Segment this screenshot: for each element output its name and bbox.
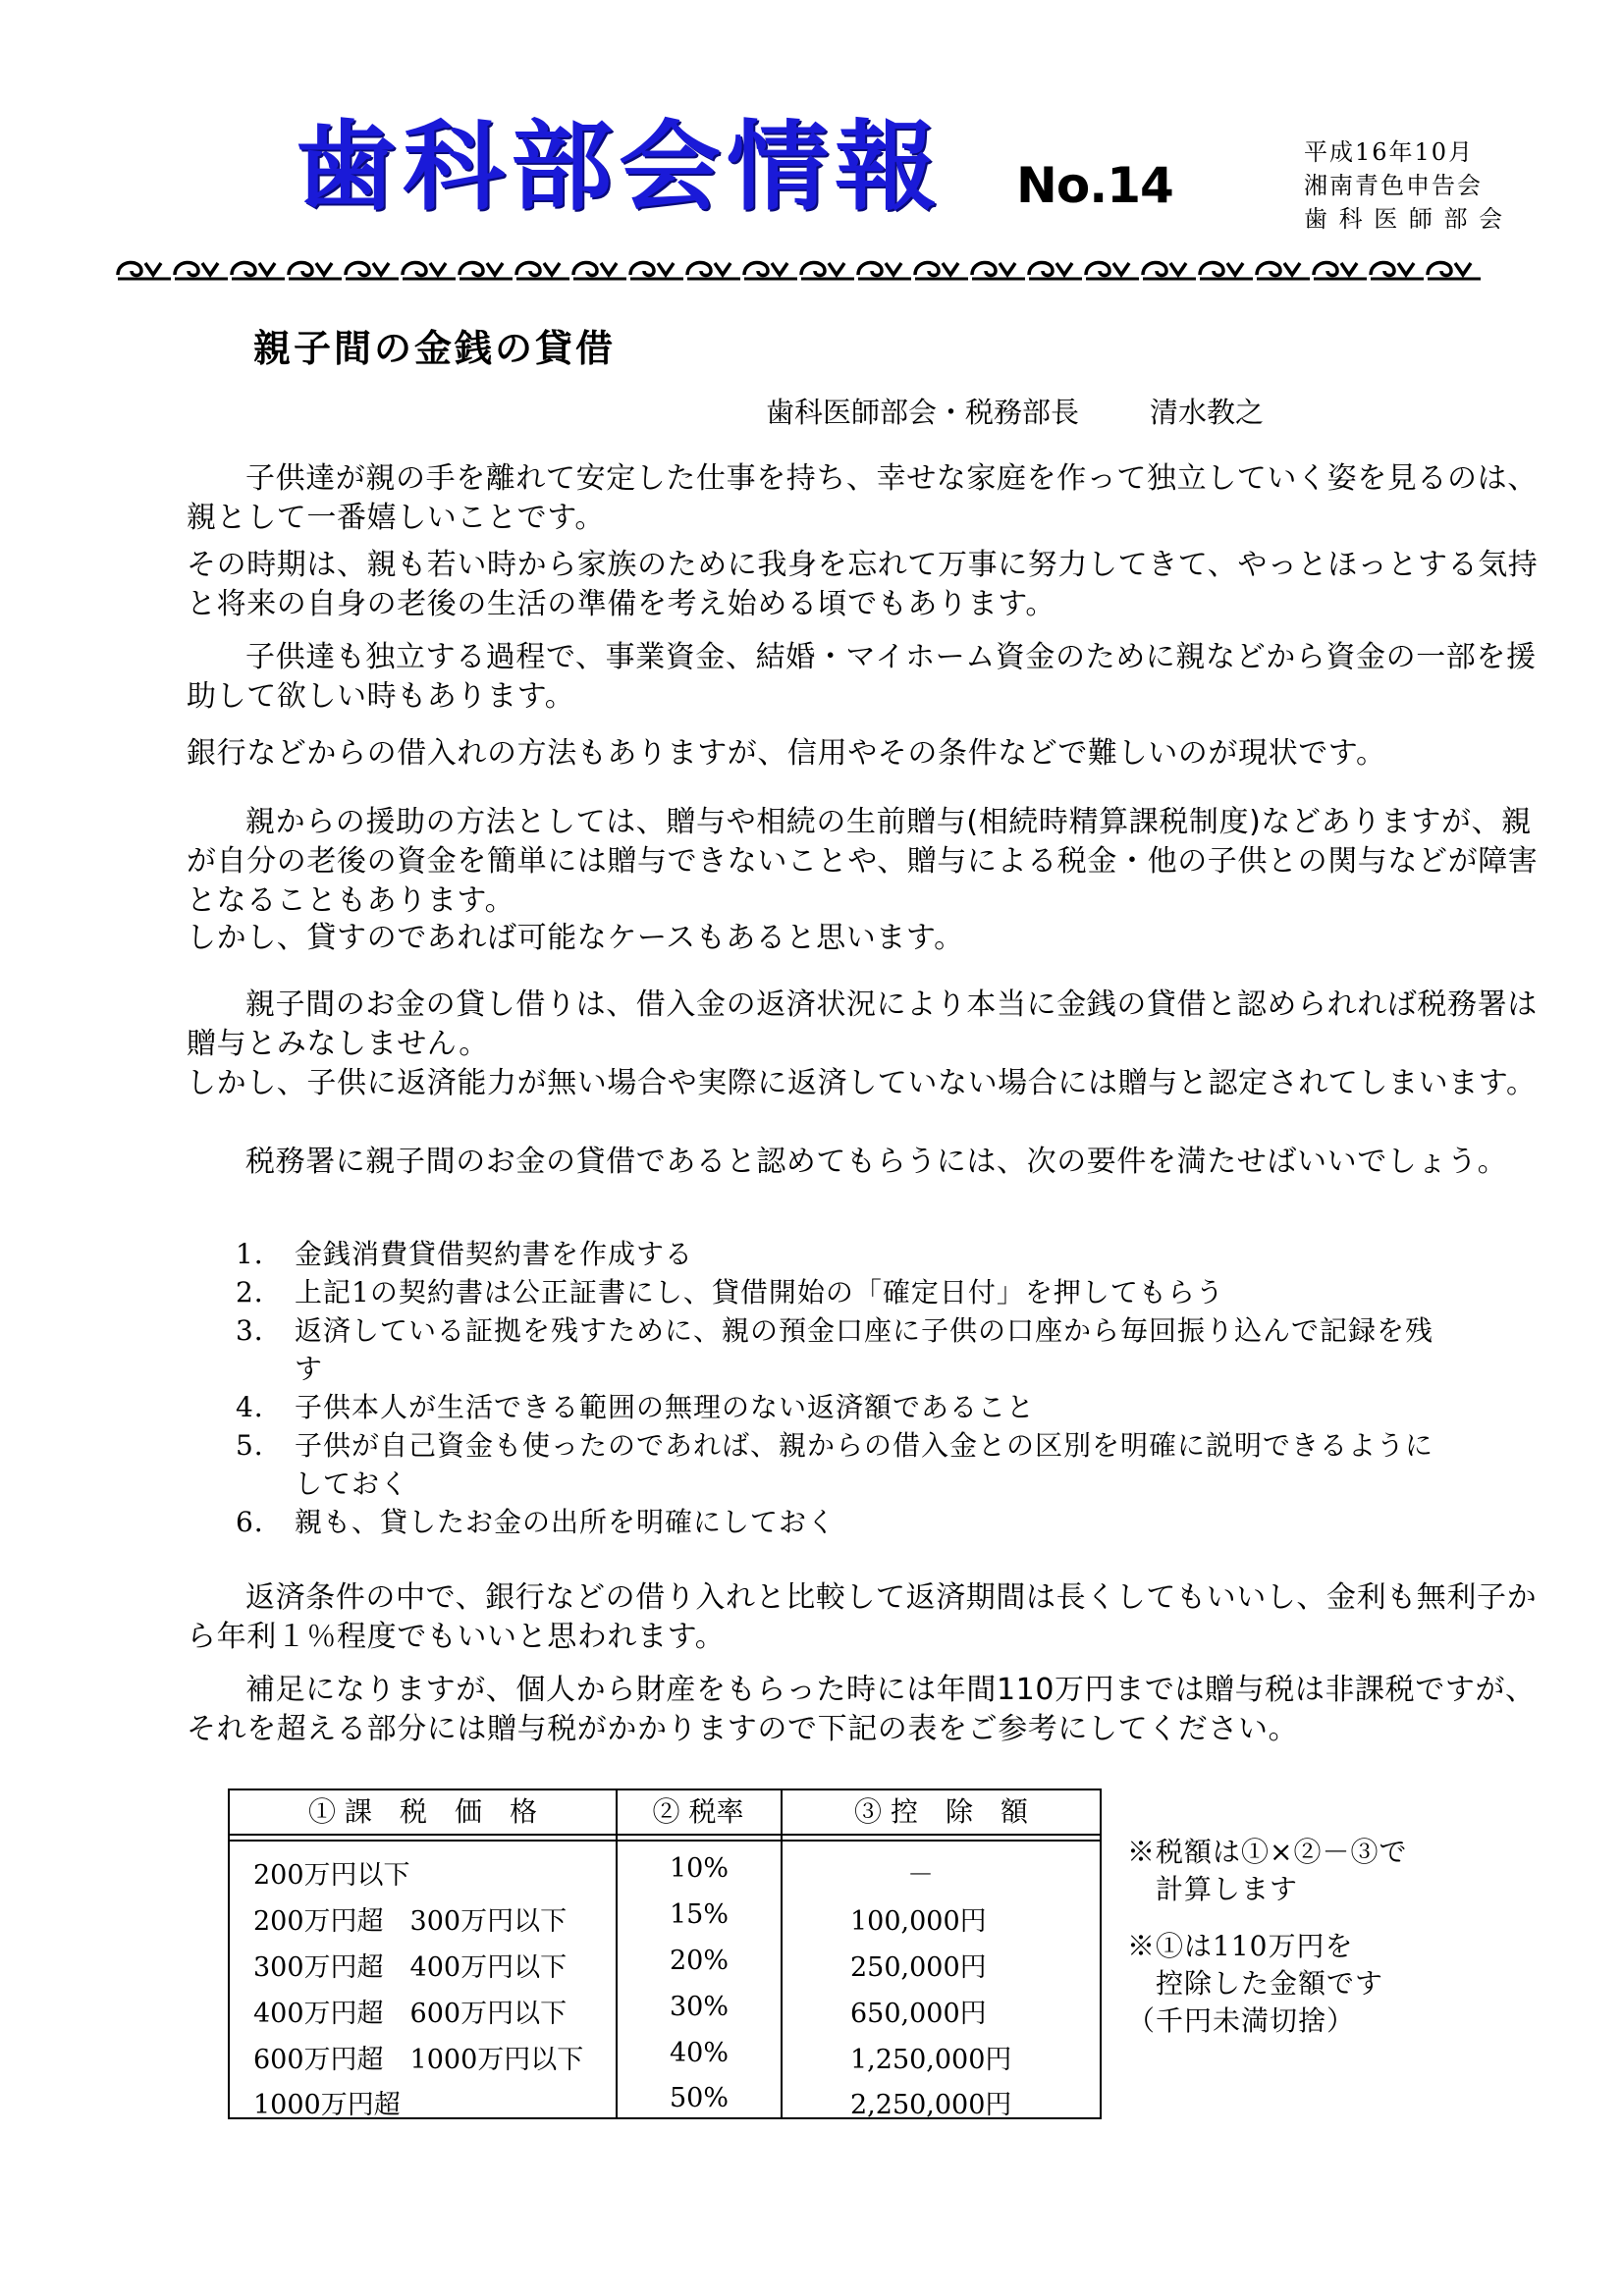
wave-motif-icon bbox=[801, 262, 854, 279]
table-header-price: ① 課 税 価 格 bbox=[308, 1795, 537, 1828]
body-paragraph: しかし、貸すのであれば可能なケースもあると思います。 bbox=[187, 921, 964, 955]
gift-tax-table bbox=[228, 1789, 1102, 2119]
table-cell-price: 200万円超 300万円以下 bbox=[253, 1906, 568, 1937]
body-paragraph: 銀行などからの借入れの方法もありますが、信用やその条件などで難しいのが現状です。 bbox=[187, 736, 1386, 771]
body-paragraph: しかし、子供に返済能力が無い場合や実際に返済していない場合には贈与と認定されてしまいます。 bbox=[187, 1066, 1537, 1100]
wave-motif-icon bbox=[1029, 262, 1082, 279]
list-item: 6． 親も、貸したお金の出所を明確にしておく bbox=[236, 1506, 837, 1538]
wave-motif-icon bbox=[460, 262, 513, 279]
note-line: 計算します bbox=[1127, 1873, 1299, 1905]
wave-motif-icon bbox=[232, 262, 285, 279]
table-cell-rate: 10% bbox=[670, 1853, 730, 1884]
wave-motif-icon bbox=[915, 262, 968, 279]
body-paragraph: 補足になりますが、個人から財産をもらった時には年間110万円までは贈与税は非課税ですが、それを超える部分には贈与税がかかりますので下記の表をご参考にしてください。 bbox=[187, 1673, 1536, 1746]
list-item: 5． 子供が自己資金も使ったのであれば、親からの借入金との区別を明確に説明できるようにしておく bbox=[236, 1429, 1434, 1500]
wave-motif-icon bbox=[1428, 262, 1481, 279]
wave-motif-icon bbox=[516, 262, 569, 279]
author-role: 歯科医師部会・税務部長 bbox=[766, 396, 1080, 429]
body-paragraph: 返済条件の中で、銀行などの借り入れと比較して返済期間は長くしてもいいし、金利も無利子から年利１％程度でもいいと思われます。 bbox=[187, 1580, 1538, 1654]
requirements-list bbox=[236, 1235, 1492, 1541]
body-paragraph: 税務署に親子間のお金の貸借であると認めてもらうには、次の要件を満たせばいいでしょう。 bbox=[245, 1145, 1508, 1179]
publication-date: 平成16年10月 bbox=[1304, 138, 1475, 166]
list-item: 4． 子供本人が生活できる範囲の無理のない返済額であること bbox=[236, 1391, 1036, 1423]
table-notes bbox=[1127, 1834, 1407, 2040]
note-line: ※税額は①×②－③で bbox=[1127, 1836, 1408, 1868]
note-line: 控除した金額です bbox=[1127, 1967, 1384, 2000]
table-cell-price: 400万円超 600万円以下 bbox=[253, 1999, 568, 2029]
table-cell-price: 200万円以下 bbox=[253, 1860, 410, 1891]
list-item: 2． 上記1の契約書は公正証書にし、貸借開始の「確定日付」を押してもらう bbox=[236, 1276, 1224, 1308]
article-byline bbox=[766, 391, 1264, 431]
wave-motif-icon bbox=[687, 262, 740, 279]
header-divider bbox=[230, 1840, 1100, 1842]
table-cell-rate: 15% bbox=[670, 1899, 730, 1930]
wave-motif-icon bbox=[573, 262, 626, 279]
table-cell-deduction: － bbox=[907, 1860, 934, 1891]
table-cell-deduction: 1,250,000円 bbox=[850, 2045, 1012, 2075]
body-paragraph: その時期は、親も若い時から家族のために我身を忘れて万事に努力してきて、やっとほっとする気持と将来の自身の老後の生活の準備を考え始める頃でもあります。 bbox=[187, 548, 1539, 621]
table-cell-deduction: 100,000円 bbox=[850, 1906, 987, 1937]
wave-motif-icon bbox=[289, 262, 342, 279]
decorative-wave-border-icon bbox=[116, 253, 1490, 283]
wave-motif-icon bbox=[118, 262, 171, 279]
wave-motif-icon bbox=[744, 262, 797, 279]
table-cell-rate: 40% bbox=[670, 2038, 730, 2068]
note-line: ※①は110万円を bbox=[1127, 1930, 1354, 1962]
issue-number: No.14 bbox=[1016, 157, 1173, 214]
table-cell-deduction: 2,250,000円 bbox=[850, 2090, 1012, 2120]
table-header-deduction: ③ 控 除 額 bbox=[854, 1795, 1028, 1828]
table-header-rate: ② 税率 bbox=[652, 1795, 744, 1828]
author-name: 清水教之 bbox=[1150, 396, 1265, 429]
article-headline: 親子間の金銭の貸借 bbox=[253, 326, 617, 370]
wave-motif-icon bbox=[1200, 262, 1253, 279]
table-cell-deduction: 250,000円 bbox=[850, 1952, 987, 1983]
table-cell-deduction: 650,000円 bbox=[850, 1999, 987, 2029]
header-divider bbox=[230, 1834, 1100, 1836]
wave-motif-icon bbox=[1143, 262, 1196, 279]
note-line: （千円未満切捨） bbox=[1127, 2004, 1356, 2037]
wave-motif-icon bbox=[346, 262, 399, 279]
masthead bbox=[295, 106, 1060, 234]
wave-motif-icon bbox=[1257, 262, 1310, 279]
body-paragraph: 親からの援助の方法としては、贈与や相続の生前贈与(相続時精算課税制度)などありますが、親が自分の老後の資金を簡単には贈与できないことや、贈与による税金・他の子供との関与などが障害となることもあります。 bbox=[187, 805, 1539, 918]
table-cell-price: 300万円超 400万円以下 bbox=[253, 1952, 568, 1983]
body-paragraph: 子供達が親の手を離れて安定した仕事を持ち、幸せな家庭を作って独立していく姿を見るのは、親として一番嬉しいことです。 bbox=[187, 461, 1538, 535]
wave-motif-icon bbox=[175, 262, 228, 279]
wave-motif-icon bbox=[1371, 262, 1424, 279]
publisher-division: 歯 科 医 師 部 会 bbox=[1304, 205, 1505, 233]
table-cell-price: 1000万円超 bbox=[253, 2090, 401, 2120]
publisher-association: 湘南青色申告会 bbox=[1304, 172, 1483, 199]
body-paragraph: 親子間のお金の貸し借りは、借入金の返済状況により本当に金銭の貸借と認められれば税務署は贈与とみなしません。 bbox=[187, 988, 1538, 1061]
newsletter-title: 歯科部会情報 bbox=[295, 109, 944, 224]
table-cell-rate: 20% bbox=[670, 1946, 730, 1976]
table-cell-rate: 50% bbox=[670, 2083, 730, 2113]
publication-info bbox=[1304, 135, 1504, 236]
table-cell-rate: 30% bbox=[670, 1992, 730, 2022]
wave-motif-icon bbox=[1086, 262, 1139, 279]
wave-motif-icon bbox=[858, 262, 911, 279]
wave-motif-icon bbox=[403, 262, 456, 279]
wave-motif-icon bbox=[1314, 262, 1367, 279]
wave-motif-icon bbox=[972, 262, 1025, 279]
table-cell-price: 600万円超 1000万円以下 bbox=[253, 2045, 584, 2075]
list-item: 3． 返済している証拠を残すために、親の預金口座に子供の口座から毎回振り込んで記録を残す bbox=[236, 1314, 1434, 1385]
body-paragraph: 子供達も独立する過程で、事業資金、結婚・マイホーム資金のために親などから資金の一部を援助して欲しい時もあります。 bbox=[187, 640, 1537, 714]
list-item: 1． 金銭消費貸借契約書を作成する bbox=[236, 1238, 694, 1270]
wave-motif-icon bbox=[630, 262, 683, 279]
